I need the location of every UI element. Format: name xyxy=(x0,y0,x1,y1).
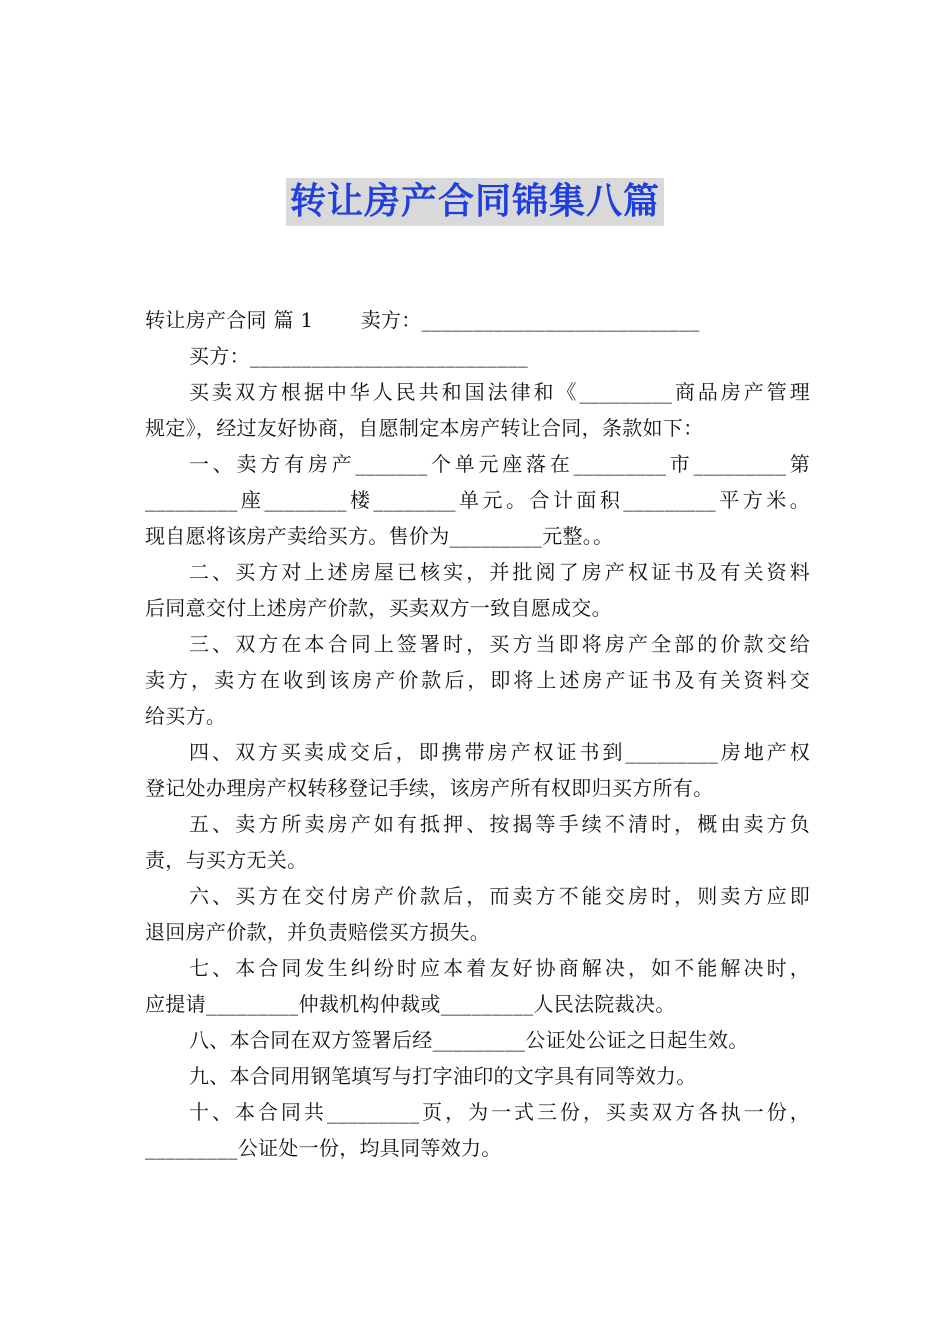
text-line: 八、本合同在双方签署后经_________公证处公证之日起生效。 xyxy=(189,1028,749,1052)
text-line: 应提请_________仲裁机构仲裁或_________人民法院裁决。 xyxy=(145,992,676,1016)
text-line: 转让房产合同 篇 1 卖方：___________________________ xyxy=(145,308,700,332)
text-line: 七、本合同发生纠纷时应本着友好协商解决，如不能解决时， xyxy=(189,956,810,980)
document-body xyxy=(145,302,810,1166)
document-title: 转让房产合同锦集八篇 xyxy=(286,178,664,226)
title-container xyxy=(0,178,950,226)
text-line: 给买方。 xyxy=(145,704,227,728)
text-line: 五、卖方所卖房产如有抵押、按揭等手续不清时，概由卖方负 xyxy=(189,812,810,836)
text-line: 登记处办理房产权转移登记手续，该房产所有权即归买方所有。 xyxy=(145,776,714,800)
text-line: 十、本合同共_________页，为一式三份，买卖双方各执一份， xyxy=(189,1100,810,1124)
text-line: 一、卖方有房产_______个单元座落在_________市_________第 xyxy=(189,452,810,476)
text-line: 九、本合同用钢笔填写与打字油印的文字具有同等效力。 xyxy=(189,1064,697,1088)
text-line: 责，与买方无关。 xyxy=(145,848,308,872)
text-line: 规定》，经过友好协商，自愿制定本房产转让合同，条款如下： xyxy=(145,416,704,440)
text-line: 四、双方买卖成交后，即携带房产权证书到_________房地产权 xyxy=(189,740,810,764)
text-line: 卖方，卖方在收到该房产价款后，即将上述房产证书及有关资料交 xyxy=(145,668,810,692)
text-line: 买方：___________________________ xyxy=(189,344,528,368)
text-line: 六、买方在交付房产价款后，而卖方不能交房时，则卖方应即 xyxy=(189,884,810,908)
text-line: _________公证处一份，均具同等效力。 xyxy=(145,1136,502,1160)
text-line: 退回房产价款，并负责赔偿买方损失。 xyxy=(145,920,491,944)
text-line: 后同意交付上述房产价款，买卖双方一致自愿成交。 xyxy=(145,596,612,620)
text-line: 二、买方对上述房屋已核实，并批阅了房产权证书及有关资料 xyxy=(189,560,810,584)
text-line: 现自愿将该房产卖给买方。售价为_________元整。。 xyxy=(145,524,614,548)
text-line: _________座________楼________单元。合计面积_________平方米。 xyxy=(145,488,810,512)
text-line: 买卖双方根据中华人民共和国法律和《_________商品房产管理 xyxy=(189,380,810,404)
text-line: 三、双方在本合同上签署时，买方当即将房产全部的价款交给 xyxy=(189,632,810,656)
